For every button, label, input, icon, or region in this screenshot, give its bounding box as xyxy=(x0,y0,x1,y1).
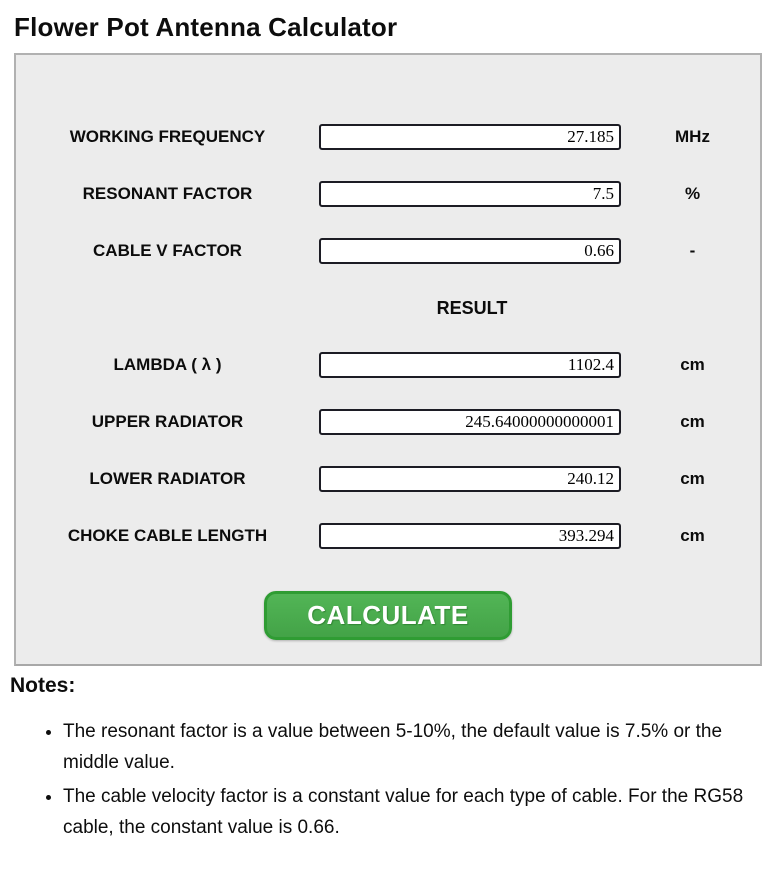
note-item-resonant-factor: • The resonant factor is a value between 5-10%, the default value is 7.5% or the middle value. xyxy=(63,716,768,778)
resonant-factor-input[interactable] xyxy=(319,181,621,207)
page-title: Flower Pot Antenna Calculator xyxy=(14,12,398,42)
cable-v-factor-input[interactable] xyxy=(319,238,621,264)
page xyxy=(0,12,776,843)
row-cable-v-factor xyxy=(16,238,760,264)
row-upper-radiator xyxy=(16,409,760,435)
upper-radiator-unit: cm xyxy=(680,412,705,431)
row-resonant-factor xyxy=(16,181,760,207)
lower-radiator-unit: cm xyxy=(680,469,705,488)
resonant-factor-label: RESONANT FACTOR xyxy=(82,184,253,203)
lambda-unit: cm xyxy=(680,355,705,374)
cable-v-factor-label: CABLE V FACTOR xyxy=(93,241,242,260)
choke-cable-length-output[interactable] xyxy=(319,523,621,549)
lower-radiator-label: LOWER RADIATOR xyxy=(89,469,246,488)
cable-v-factor-unit: - xyxy=(689,241,696,260)
notes-section xyxy=(0,674,776,843)
lambda-label: LAMBDA ( λ ) xyxy=(113,355,222,374)
lower-radiator-output[interactable] xyxy=(319,466,621,492)
button-row xyxy=(16,591,760,640)
working-frequency-unit: MHz xyxy=(675,127,710,146)
working-frequency-input[interactable] xyxy=(319,124,621,150)
calculator-panel xyxy=(14,53,762,666)
upper-radiator-output[interactable] xyxy=(319,409,621,435)
row-lambda xyxy=(16,352,760,378)
lambda-output[interactable] xyxy=(319,352,621,378)
resonant-factor-unit: % xyxy=(684,184,701,203)
note-item-velocity-factor: • The cable velocity factor is a constant value for each type of cable. For the RG58 cable, the constant value is 0.66. xyxy=(63,781,768,843)
choke-cable-length-unit: cm xyxy=(680,526,705,545)
working-frequency-label: WORKING FREQUENCY xyxy=(69,127,266,146)
calculate-button[interactable]: CALCULATE xyxy=(264,591,512,640)
row-lower-radiator xyxy=(16,466,760,492)
row-working-frequency xyxy=(16,124,760,150)
row-choke-cable-length xyxy=(16,523,760,549)
upper-radiator-label: UPPER RADIATOR xyxy=(91,412,244,431)
result-heading: RESULT xyxy=(436,297,508,318)
choke-cable-length-label: CHOKE CABLE LENGTH xyxy=(67,526,268,545)
notes-heading: Notes: xyxy=(10,674,76,697)
notes-list xyxy=(0,716,776,843)
result-heading-row xyxy=(16,295,760,321)
